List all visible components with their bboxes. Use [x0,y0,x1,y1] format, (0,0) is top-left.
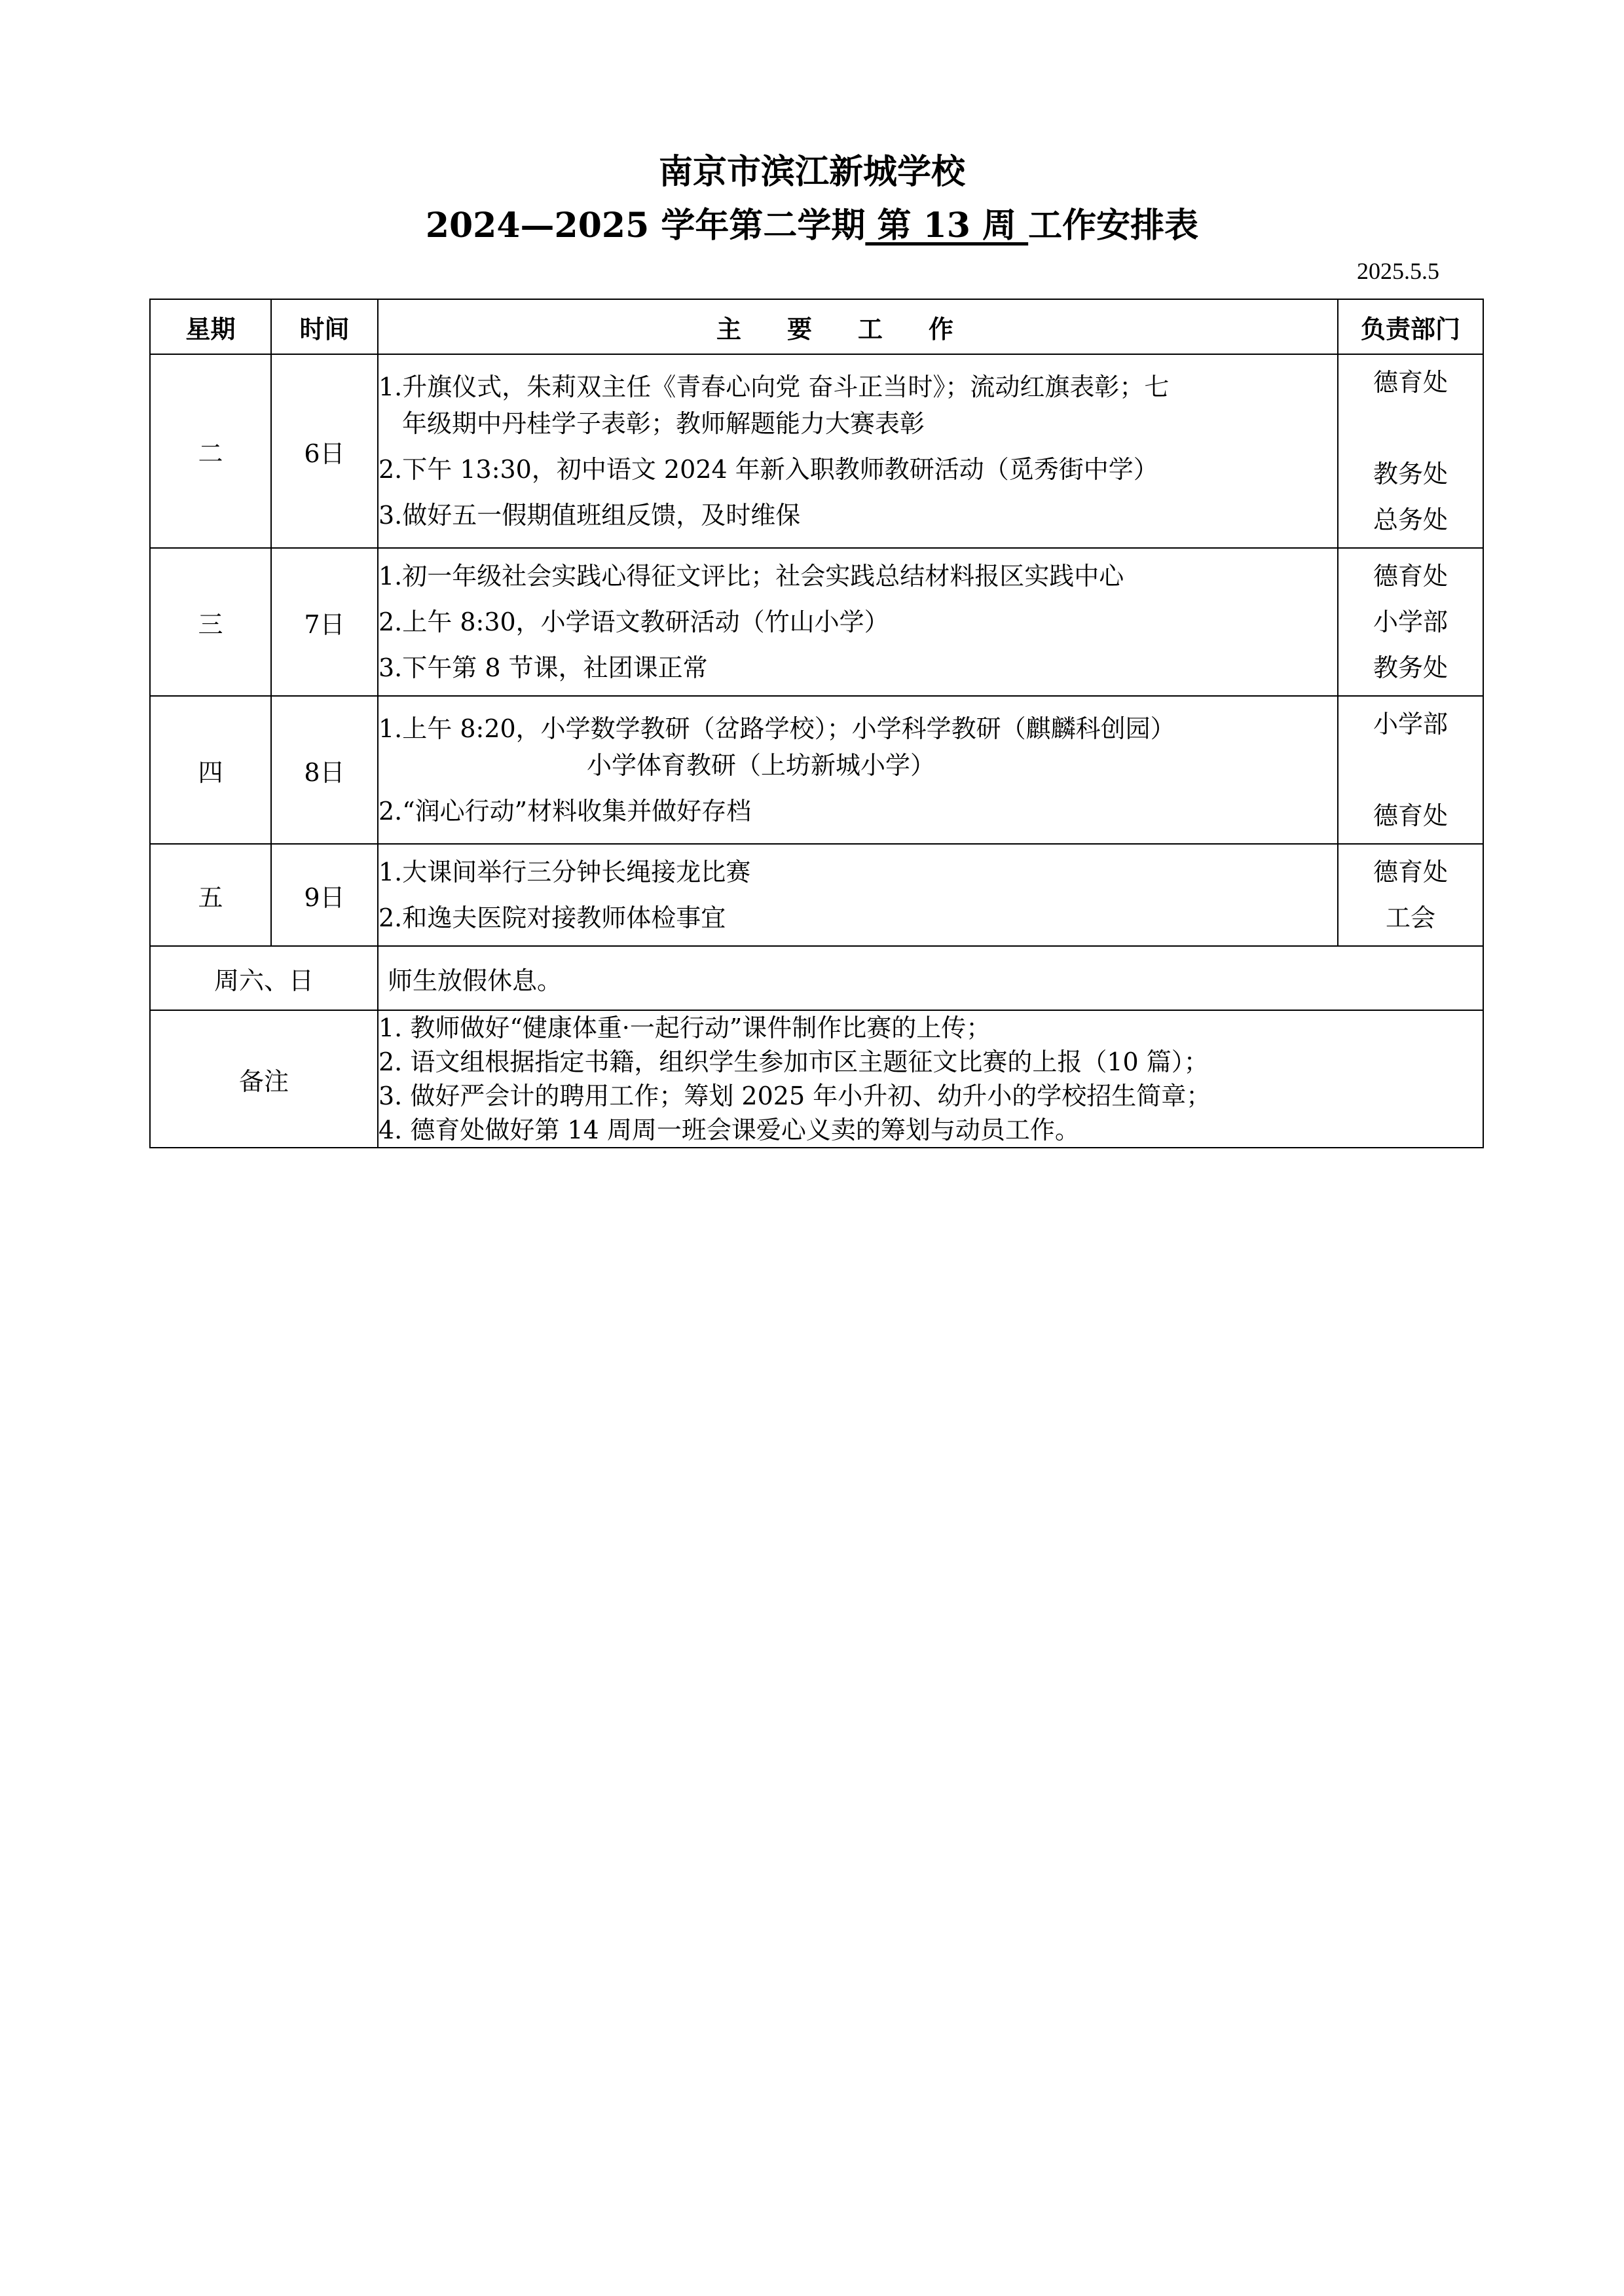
header-work: 主要工作 [378,299,1338,354]
note-item: 3. 做好严会计的聘用工作；筹划 2025 年小升初、幼升小的学校招生简章； [378,1082,1211,1110]
dept-label: 德育处 [1373,368,1448,397]
dept-label: 教务处 [1373,460,1448,488]
note-item: 2. 语文组根据指定书籍，组织学生参加市区主题征文比赛的上报（10 篇）； [378,1048,1209,1076]
weekend-text: 师生放假休息。 [378,946,1483,1010]
dept-label: 总务处 [1373,505,1448,534]
work-item: 2.下午 13:30，初中语文 2024 年新入职教师教研活动（觅秀街中学） [378,455,1158,484]
schedule-table [149,299,1484,1148]
dept-label: 教务处 [1373,653,1448,682]
header-dept: 负责部门 [1338,299,1483,354]
day-cell: 四 [150,696,271,844]
day-cell: 二 [150,354,271,548]
table-header-row [150,299,1483,354]
day-cell: 三 [150,548,271,696]
time-cell: 8日 [271,696,378,844]
work-item: 3.下午第 8 节课，社团课正常 [378,653,708,682]
work-cell [378,696,1338,844]
work-item: 2.和逸夫医院对接教师体检事宜 [378,903,726,932]
work-cell [378,548,1338,696]
work-item: 1.升旗仪式，朱莉双主任《青春心向党 奋斗正当时》；流动红旗表彰；七 年级期中丹桂学子表彰；教师解题能力大赛表彰 [378,373,1170,438]
dept-label: 德育处 [1373,801,1448,830]
table-row [150,548,1483,696]
notes-cell [378,1010,1483,1148]
weekend-label: 周六、日 [150,946,378,1010]
dept-cell [1338,696,1483,844]
day-cell: 五 [150,844,271,946]
table-row [150,354,1483,548]
schedule-label: 工作安排表 [1028,206,1199,246]
term-label: 2024—2025 学年第二学期 [425,206,866,246]
dept-label: 小学部 [1373,608,1448,636]
time-cell: 7日 [271,548,378,696]
work-item: 2.上午 8:30，小学语文教研活动（竹山小学） [378,608,889,636]
notes-label: 备注 [150,1010,378,1148]
dept-cell [1338,844,1483,946]
work-item: 1.初一年级社会实践心得征文评比；社会实践总结材料报区实践中心 [378,562,1124,591]
document-date: 2025.5.5 [1357,258,1439,284]
dept-label: 德育处 [1373,562,1448,591]
table-row [150,844,1483,946]
note-item: 1. 教师做好“健康体重·一起行动”课件制作比赛的上传； [378,1013,991,1042]
work-item: 1.大课间举行三分钟长绳接龙比赛 [378,858,751,886]
work-cell [378,354,1338,548]
dept-label: 小学部 [1373,710,1448,738]
time-cell: 6日 [271,354,378,548]
dept-label: 工会 [1385,903,1435,932]
work-item: 2.“润心行动”材料收集并做好存档 [378,797,752,826]
dept-label: 德育处 [1373,858,1448,886]
header-time: 时间 [271,299,378,354]
work-item: 3.做好五一假期值班组反馈，及时维保 [378,501,801,530]
note-item: 4. 德育处做好第 14 周周一班会课爱心义卖的筹划与动员工作。 [378,1116,1080,1144]
dept-cell [1338,354,1483,548]
header-day: 星期 [150,299,271,354]
dept-cell [1338,548,1483,696]
work-cell [378,844,1338,946]
notes-row [150,1010,1483,1148]
week-number: 第 13 周 [865,206,1029,246]
weekend-row [150,946,1483,1010]
work-item: 1.上午 8:20，小学数学教研（岔路学校）；小学科学教研（麒麟科创园） 小学体育教研（上坊新城小学） [378,714,1175,780]
table-row [150,696,1483,844]
school-title: 南京市滨江新城学校 [658,152,965,192]
time-cell: 9日 [271,844,378,946]
schedule-title [0,203,1624,249]
